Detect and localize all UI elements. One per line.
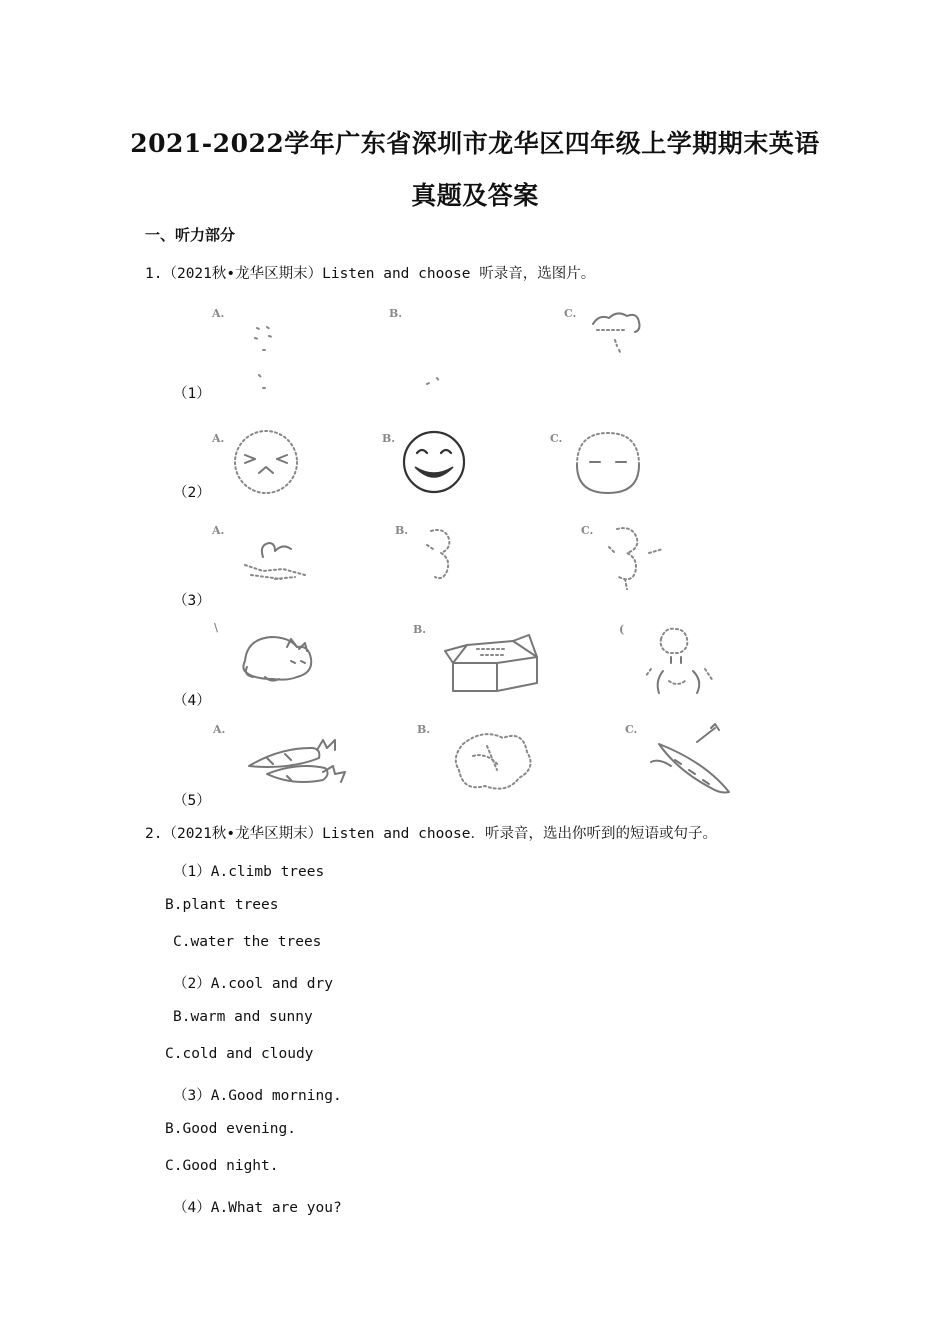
document-title-line1: 2021-2022学年广东省深圳市龙华区四年级上学期期末英语	[130, 129, 820, 158]
q2-line-3: C.water the trees	[173, 934, 322, 950]
sleeping-cat-icon	[243, 637, 311, 681]
q1-row2-label-a: A.	[212, 432, 225, 445]
q1-row1-label-c: C.	[564, 307, 577, 320]
q2-line-7: （3）A.Good morning.	[173, 1088, 342, 1104]
carrots-icon	[249, 740, 345, 782]
q1-row5-label-a: A.	[213, 723, 226, 736]
q2-line-4: （2）A.cool and dry	[173, 976, 333, 992]
q1-row-5-pictures	[205, 716, 745, 806]
open-box-icon	[445, 635, 537, 691]
q1-row2-label-b: B.	[382, 432, 396, 445]
q1-row5-label-b: B.	[417, 723, 431, 736]
q1-row3-label-c: C.	[581, 524, 594, 537]
q2-line-8: B.Good evening.	[165, 1121, 296, 1137]
q1-row4-label-a: \	[214, 621, 219, 634]
question-2-stem: 2.（2021秋•龙华区期末）Listen and choose．听录音，选出你听到的短语或句子。	[145, 826, 718, 842]
neutral-face-icon	[577, 433, 639, 493]
q2-line-5: B.warm and sunny	[173, 1009, 313, 1025]
faded-hair-picture-icon	[593, 313, 640, 354]
q2-line-10: （4）A.What are you?	[173, 1200, 342, 1216]
faded-animal-b-icon	[427, 530, 449, 578]
faded-vegetable-icon	[456, 734, 531, 789]
q2-line-6: C.cold and cloudy	[165, 1046, 314, 1062]
smiling-face-icon	[404, 432, 464, 492]
pea-pod-icon	[651, 724, 729, 793]
q1-row1-label-a: A.	[212, 307, 225, 320]
q1-row-3-number: （3）	[173, 593, 211, 609]
q1-row-2-number: （2）	[173, 485, 211, 501]
faded-bear-icon	[645, 629, 713, 693]
q1-row4-label-b: B.	[413, 623, 427, 636]
section-heading: 一、听力部分	[145, 226, 236, 244]
question-1-stem: 1.（2021秋•龙华区期末）Listen and choose 听录音，选图片。	[145, 266, 596, 282]
q1-row-4-number: （4）	[173, 693, 211, 709]
q2-line-2: B.plant trees	[165, 897, 279, 913]
faded-picture-a-icon	[255, 327, 272, 388]
q1-row-2-pictures	[205, 425, 675, 500]
faded-picture-b-icon	[427, 378, 440, 384]
q1-row3-label-a: A.	[212, 524, 225, 537]
q1-row5-label-c: C.	[625, 723, 638, 736]
q1-row1-label-b: B.	[389, 307, 403, 320]
q1-row3-label-b: B.	[395, 524, 409, 537]
q1-row2-label-c: C.	[550, 432, 563, 445]
sprout-picture-icon	[245, 543, 305, 579]
faded-animal-c-icon	[609, 528, 663, 589]
q1-row-3-pictures	[205, 517, 675, 597]
q1-row-1-pictures	[205, 300, 675, 395]
q1-row-5-number: （5）	[173, 793, 211, 809]
q1-row-4-pictures	[205, 617, 725, 707]
q2-line-1: （1）A.climb trees	[173, 864, 325, 880]
q1-row-1-number: （1）	[173, 386, 211, 402]
q1-row4-label-c: (	[619, 623, 625, 636]
document-title-line2: 真题及答案	[411, 181, 539, 210]
crying-face-icon	[235, 431, 297, 493]
q2-line-9: C.Good night.	[165, 1158, 279, 1174]
